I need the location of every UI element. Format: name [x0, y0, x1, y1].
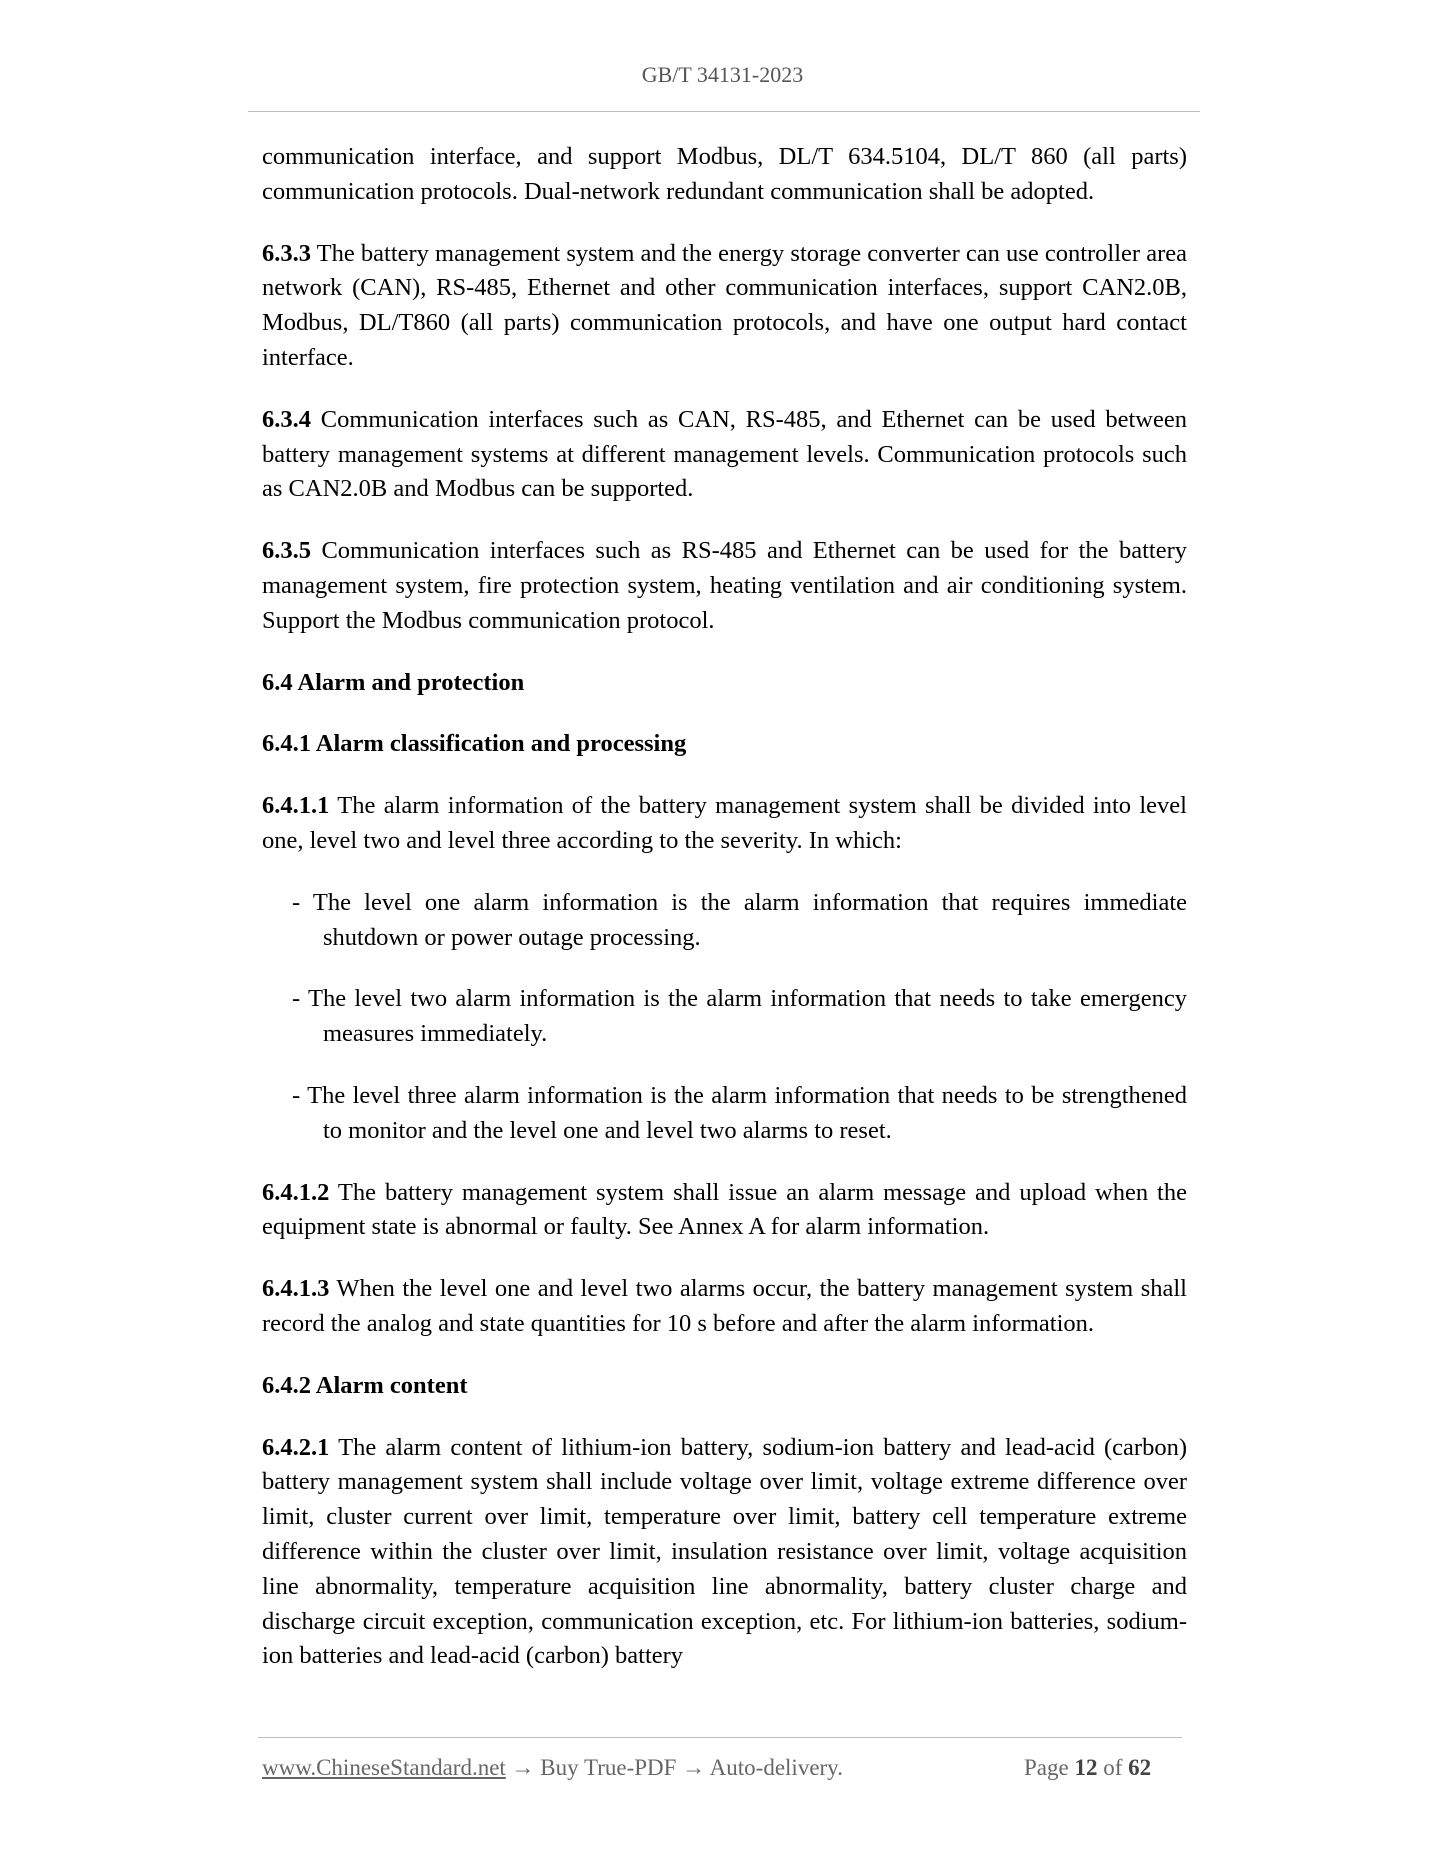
- total-pages: 62: [1128, 1755, 1152, 1780]
- section-heading-6-4: 6.4 Alarm and protection: [262, 668, 525, 696]
- clause-number: 6.3.3: [262, 239, 311, 267]
- clause-text: Communication interfaces such as RS-485 and Ethernet can be used for the battery management system, fire protection system, heating ventilation and air conditioning system. Support the Modbus communication protocol.: [262, 537, 1187, 634]
- page-indicator: [1024, 1755, 1151, 1781]
- clause-number: 6.3.5: [262, 537, 311, 565]
- arrow-icon: →: [511, 1755, 535, 1780]
- page-label: Page: [1024, 1755, 1075, 1780]
- clause-number: 6.4.2.1: [262, 1433, 330, 1461]
- clause-6-4-1-3: [262, 1272, 1187, 1342]
- clause-text: The alarm information of the battery management system shall be divided into level one, level two and level three according to the severity. In which:: [262, 792, 1187, 854]
- document-body: [262, 140, 1187, 1701]
- clause-number: 6.3.4: [262, 405, 311, 433]
- clause-number: 6.4.1.1: [262, 792, 330, 820]
- list-item: - The level two alarm information is the alarm information that needs to take emergency measures immediately.: [292, 985, 1187, 1048]
- website-link[interactable]: www.ChineseStandard.net: [262, 1755, 506, 1780]
- footer-promo: [262, 1755, 843, 1781]
- clause-number: 6.4.1.3: [262, 1275, 330, 1303]
- of-label: of: [1097, 1755, 1129, 1780]
- clause-6-3-5: [262, 534, 1187, 638]
- clause-6-3-3: [262, 237, 1187, 376]
- section-heading-6-4-1: 6.4.1 Alarm classification and processing: [262, 730, 687, 758]
- clause-text: The battery management system shall issue an alarm message and upload when the equipment state is abnormal or faulty. See Annex A for alarm information.: [262, 1178, 1187, 1241]
- clause-6-4-1-2: [262, 1176, 1187, 1246]
- clause-6-4-2-1: [262, 1431, 1187, 1675]
- clause-text: When the level one and level two alarms occur, the battery management system shall record the analog and state quantities for 10 s before and after the alarm information.: [262, 1275, 1187, 1337]
- clause-6-3-4: [262, 403, 1187, 507]
- arrow-icon: →: [682, 1755, 706, 1780]
- clause-text: The alarm content of lithium-ion battery, sodium-ion battery and lead-acid (carbon) battery management system shall include voltage over limit, voltage extreme difference over limit, cluster current over limit, temperature over limit, battery cell temperature extreme difference within the cluster over limit, insulation resistance over limit, voltage acquisition line abnormality, temperature acquisition line abnormality, battery cluster charge and discharge circuit exception, communication exception, etc. For lithium-ion batteries, sodium-ion batteries and lead-acid (carbon) battery: [262, 1433, 1187, 1670]
- section-heading-6-4-2: 6.4.2 Alarm content: [262, 1371, 468, 1399]
- list-item: - The level one alarm information is the alarm information that requires immediate shutdown or power outage processing.: [292, 888, 1187, 951]
- header-divider: [248, 111, 1200, 112]
- clause-6-4-1-1: [262, 789, 1187, 859]
- clause-number: 6.4.1.2: [262, 1178, 330, 1206]
- footer-divider: [258, 1737, 1182, 1738]
- clause-text: The battery management system and the energy storage converter can use controller area network (CAN), RS-485, Ethernet and other communication interfaces, support CAN2.0B, Modbus, DL/T860 (all parts) communication protocols, and have one output hard contact interface.: [262, 239, 1187, 371]
- delivery-text: Auto-delivery.: [705, 1755, 843, 1780]
- page-header: GB/T 34131-2023: [641, 62, 804, 87]
- paragraph-continuation: communication interface, and support Modbus, DL/T 634.5104, DL/T 860 (all parts) communication protocols. Dual-network redundant communication shall be adopted.: [262, 143, 1187, 205]
- list-item: - The level three alarm information is the alarm information that needs to be strengthened to monitor and the level one and level two alarms to reset.: [292, 1081, 1187, 1144]
- buy-text: Buy True-PDF: [534, 1755, 683, 1780]
- clause-text: Communication interfaces such as CAN, RS-485, and Ethernet can be used between battery management systems at different management levels. Communication protocols such as CAN2.0B and Modbus can be supported.: [262, 405, 1187, 503]
- page-number: 12: [1074, 1755, 1098, 1780]
